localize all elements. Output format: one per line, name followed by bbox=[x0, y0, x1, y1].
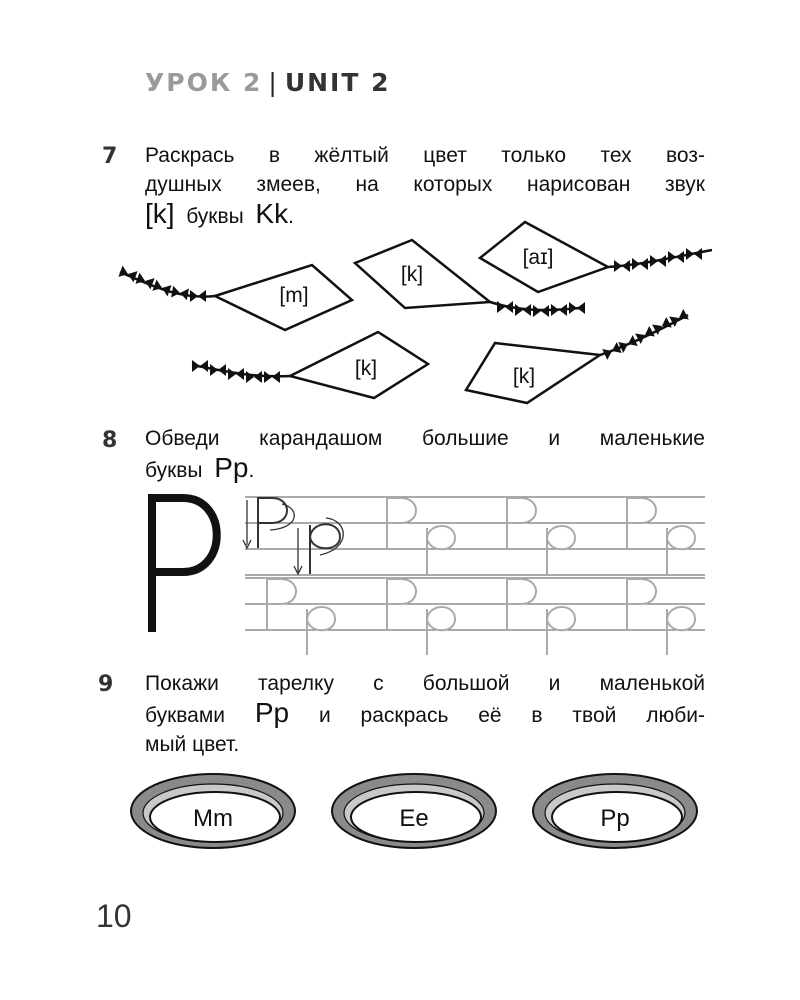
header-separator: | bbox=[268, 68, 279, 97]
plate-pp-label: Pp bbox=[600, 805, 630, 832]
exercise-9-number: 9 bbox=[98, 672, 114, 697]
plate-ee[interactable] bbox=[332, 774, 496, 848]
letter-pp: Pp bbox=[214, 452, 249, 483]
lesson-title-en: UNIT 2 bbox=[284, 68, 391, 97]
letter-pp-2: Pp bbox=[254, 697, 290, 728]
exercise-8-period: . bbox=[248, 459, 255, 482]
exercise-7-word: буквы bbox=[186, 205, 244, 228]
exercise-8-word: буквы bbox=[145, 459, 203, 482]
exercise-7-number: 7 bbox=[102, 144, 118, 169]
plate-pp[interactable] bbox=[533, 774, 697, 848]
letter-kk: Kk bbox=[255, 198, 289, 229]
kite-k-1-label: [k] bbox=[400, 263, 424, 286]
exercise-7-line-2: душных змеев, на которых нарисован звук bbox=[145, 173, 705, 196]
exercise-9-line-1: Покажи тарелку с большой и маленькой bbox=[145, 672, 705, 695]
plate-mm[interactable] bbox=[131, 774, 295, 848]
kite-m-label: [m] bbox=[279, 284, 309, 307]
exercise-8-number: 8 bbox=[102, 428, 118, 453]
exercise-9-line-3: мый цвет. bbox=[145, 733, 240, 756]
lesson-title-ru: УРОК 2 bbox=[145, 68, 263, 97]
exercise-9-line-2-rest: и раскрась её в твой люби- bbox=[318, 704, 705, 727]
kite-k-3-label: [k] bbox=[512, 365, 536, 388]
exercise-9-word: буквами bbox=[145, 704, 226, 727]
sound-k: [k] bbox=[145, 198, 175, 229]
plate-mm-label: Mm bbox=[193, 805, 233, 832]
exercise-7-period: . bbox=[288, 205, 294, 228]
plate-ee-label: Ee bbox=[399, 805, 429, 832]
exercise-8-line-1: Обведи карандашом большие и маленькие bbox=[145, 427, 705, 450]
exercise-7-line-1: Раскрась в жёлтый цвет только тех воз- bbox=[145, 144, 705, 167]
kite-k-2-label: [k] bbox=[354, 357, 378, 380]
kite-ai-label: [aɪ] bbox=[522, 246, 554, 269]
page-number: 10 bbox=[96, 898, 132, 934]
